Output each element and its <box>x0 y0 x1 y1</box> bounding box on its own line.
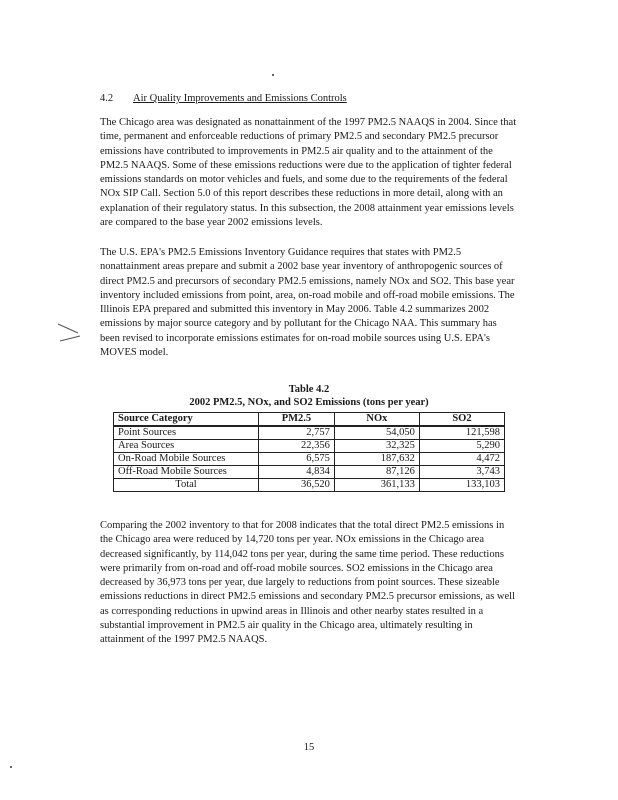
cell-pm25: 6,575 <box>259 453 335 466</box>
section-number: 4.2 <box>100 93 114 104</box>
cell-category: Point Sources <box>114 426 259 440</box>
header-source-category: Source Category <box>114 413 259 427</box>
emissions-table <box>113 412 505 492</box>
table-row <box>114 466 505 479</box>
cell-so2: 121,598 <box>419 426 504 440</box>
cell-category: Off-Road Mobile Sources <box>114 466 259 479</box>
page-number: 15 <box>303 742 315 753</box>
paragraph-inventory: The U.S. EPA's PM2.5 Emissions Inventory Guidance requires that states with PM2.5 nonattainment areas prepare and submit a 2002 base year inventory of anthropogenic sources of direct PM2.5 and precursors of secondary PM2.5 emissions, namely NOx and SO2. This base year inventory included emissions from point, area, on-road mobile and off-road mobile emissions. The Illinois EPA prepared and submitted this inventory in May 2006. Table 4.2 summarizes 2002 emissions by major source category and by pollutant for the Chicago NAA. This summary has been revised to incorporate emissions estimates for on-road mobile sources using U.S. EPA's MOVES model. <box>100 247 515 359</box>
paragraph-comparison: Comparing the 2002 inventory to that for 2008 indicates that the total direct PM2.5 emissions in the Chicago area were reduced by 14,720 tons per year. NOx emissions in the Chicago area decreased significantly, by 114,042 tons per year, during the same time period. These reductions were primarily from on-road and off-road mobile sources. SO2 emissions in the Chicago area decreased by 36,973 tons per year, due largely to reductions from point sources. These sizeable emissions reductions in direct PM2.5 emissions and secondary PM2.5 precursor emissions, as well as corresponding reductions in upwind areas in Illinois and other nearby states resulted in a substantial improvement in PM2.5 air quality in the Chicago area, ultimately resulting in attainment of the 1997 PM2.5 NAAQS. <box>100 520 515 646</box>
cell-nox: 87,126 <box>334 466 419 479</box>
cell-pm25-total: 36,520 <box>259 479 335 492</box>
header-nox: NOx <box>334 413 419 427</box>
cell-so2: 5,290 <box>419 440 504 453</box>
table-label: Table 4.2 <box>288 384 330 395</box>
cell-pm25: 4,834 <box>259 466 335 479</box>
cell-pm25: 22,356 <box>259 440 335 453</box>
scan-mark <box>272 74 274 76</box>
cell-nox: 32,325 <box>334 440 419 453</box>
table-row <box>114 440 505 453</box>
scan-mark <box>10 766 12 768</box>
cell-so2: 3,743 <box>419 466 504 479</box>
table-row <box>114 453 505 466</box>
section-heading <box>100 93 347 104</box>
section-title: Air Quality Improvements and Emissions Controls <box>133 93 347 104</box>
margin-annotation-mark <box>56 322 86 344</box>
table-row <box>114 426 505 440</box>
cell-category: On-Road Mobile Sources <box>114 453 259 466</box>
cell-pm25: 2,757 <box>259 426 335 440</box>
table-caption: 2002 PM2.5, NOx, and SO2 Emissions (tons per year) <box>189 397 429 408</box>
table-header-row <box>114 413 505 427</box>
cell-so2: 4,472 <box>419 453 504 466</box>
table-title <box>100 383 518 409</box>
header-pm25: PM2.5 <box>259 413 335 427</box>
cell-nox-total: 361,133 <box>334 479 419 492</box>
cell-total-label: Total <box>114 479 259 492</box>
cell-so2-total: 133,103 <box>419 479 504 492</box>
cell-nox: 187,632 <box>334 453 419 466</box>
cell-nox: 54,050 <box>334 426 419 440</box>
table-total-row <box>114 479 505 492</box>
header-so2: SO2 <box>419 413 504 427</box>
cell-category: Area Sources <box>114 440 259 453</box>
paragraph-intro: The Chicago area was designated as nonattainment of the 1997 PM2.5 NAAQS in 2004. Since that time, permanent and enforceable reductions of primary PM2.5 and secondary PM2.5 precursor emissions have contributed to improvements in PM2.5 air quality and to the attainment of the PM2.5 NAAQS. Some of these emissions reductions were due to the application of tighter federal emissions standards on motor vehicles and fuels, and some due to the requirements of the federal NOx SIP Call. Section 5.0 of this report describes these reductions in more detail, along with an explanation of their regulatory status. In this subsection, the 2008 attainment year emissions levels are compared to the base year 2002 emissions levels. <box>100 117 517 229</box>
